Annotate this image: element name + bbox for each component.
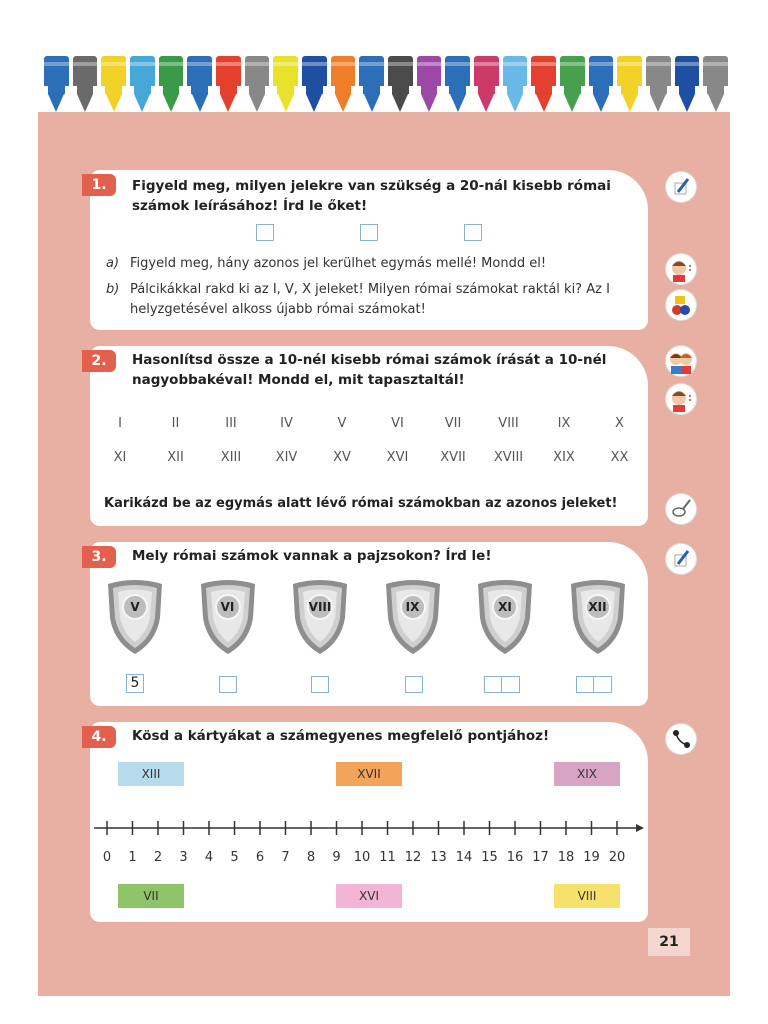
tick-label: 20 bbox=[608, 850, 626, 865]
task-3-card bbox=[90, 542, 648, 706]
tick-label: 11 bbox=[379, 850, 396, 865]
crayon bbox=[386, 56, 415, 114]
task-instruction: Karikázd be az egymás alatt lévő római számokban az azonos jeleket! bbox=[104, 496, 618, 511]
crayon bbox=[644, 56, 673, 114]
shield-numeral: VIII bbox=[308, 600, 332, 614]
roman-numeral[interactable]: XIV bbox=[275, 450, 298, 465]
answer-box[interactable] bbox=[464, 224, 482, 241]
crayon bbox=[128, 56, 157, 114]
speaking-child-icon bbox=[666, 254, 696, 284]
subtask-text: Pálcikákkal rakd ki az I, V, X jeleket! Milyen római számokat raktál ki? Az I helyzgetésével alkoss újabb római számokat! bbox=[130, 282, 610, 317]
shield-icon bbox=[199, 578, 257, 656]
roman-numeral[interactable]: III bbox=[225, 416, 237, 431]
crayon bbox=[357, 56, 386, 114]
tick-label: 12 bbox=[404, 850, 422, 865]
answer-box[interactable] bbox=[256, 224, 274, 241]
shapes-icon bbox=[666, 290, 696, 320]
pencil-icon bbox=[666, 172, 696, 202]
task-title: Mely római számok vannak a pajzsokon? Írd le! bbox=[132, 548, 492, 564]
roman-numeral[interactable]: II bbox=[171, 416, 180, 431]
crayon bbox=[99, 56, 128, 114]
pair-work-icon bbox=[666, 346, 696, 376]
page-number: 21 bbox=[648, 928, 690, 956]
shield bbox=[569, 578, 627, 656]
crayon bbox=[443, 56, 472, 114]
shield-icon bbox=[384, 578, 442, 656]
shield bbox=[291, 578, 349, 656]
tick-label: 17 bbox=[532, 850, 549, 865]
number-card[interactable]: VII bbox=[118, 884, 184, 908]
number-card[interactable]: XVII bbox=[336, 762, 402, 786]
filled-answer-box[interactable]: 5 bbox=[126, 674, 144, 693]
tick-label: 14 bbox=[455, 850, 473, 865]
task-number: 2 . bbox=[82, 350, 116, 372]
crayon bbox=[243, 56, 272, 114]
task-title: Hasonlítsd össze a 10-nél kisebb római számok írását a 10-nél nagyobbakéval! Mondd el, mit tapasztaltál! bbox=[132, 352, 607, 388]
roman-numeral[interactable]: XX bbox=[610, 450, 629, 465]
shield-icon bbox=[569, 578, 627, 656]
tick-label: 19 bbox=[583, 850, 600, 865]
roman-numeral[interactable]: I bbox=[118, 416, 122, 431]
roman-numeral[interactable]: IX bbox=[557, 416, 571, 431]
crayon-banner bbox=[42, 56, 730, 114]
crayon bbox=[415, 56, 444, 114]
answer-box[interactable] bbox=[311, 676, 329, 693]
tick-label: 18 bbox=[557, 850, 575, 865]
task-title: Figyeld meg, milyen jelekre van szükség a 20-nál kisebb római számok leírásához! Írd le őket! bbox=[132, 178, 611, 214]
roman-numeral[interactable]: XII bbox=[167, 450, 184, 465]
answer-box-double[interactable] bbox=[484, 676, 520, 693]
tick-label: 9 bbox=[332, 850, 341, 865]
shield-numeral: V bbox=[130, 600, 140, 614]
roman-numeral[interactable]: V bbox=[337, 416, 347, 431]
number-card[interactable]: XIII bbox=[118, 762, 184, 786]
task-2-card bbox=[90, 346, 648, 526]
tick-label: 7 bbox=[281, 850, 290, 865]
roman-numeral[interactable]: VII bbox=[444, 416, 462, 431]
task-number: 1 . bbox=[82, 174, 116, 196]
crayon bbox=[329, 56, 358, 114]
subtask-b bbox=[106, 280, 636, 320]
connect-dots-icon bbox=[666, 724, 696, 754]
crayon bbox=[71, 56, 100, 114]
crayon bbox=[472, 56, 501, 114]
tick-label: 3 bbox=[179, 850, 188, 865]
roman-numeral[interactable]: XV bbox=[333, 450, 351, 465]
task-number: 4 . bbox=[82, 726, 116, 748]
shield bbox=[384, 578, 442, 656]
number-card[interactable]: VIII bbox=[554, 884, 620, 908]
crayon bbox=[701, 56, 730, 114]
roman-numeral[interactable]: XVIII bbox=[493, 450, 524, 465]
shield bbox=[106, 578, 164, 656]
crayon bbox=[501, 56, 530, 114]
roman-numeral[interactable]: VIII bbox=[498, 416, 519, 431]
shield-numeral: XII bbox=[588, 600, 607, 614]
shield-numeral: XI bbox=[498, 600, 512, 614]
subtask-label: b) bbox=[106, 282, 120, 297]
tick-label: 1 bbox=[128, 850, 137, 865]
crayon bbox=[529, 56, 558, 114]
subtask-a bbox=[106, 254, 626, 274]
crayon bbox=[214, 56, 243, 114]
roman-numeral[interactable]: XIII bbox=[220, 450, 242, 465]
task-1-card bbox=[90, 170, 648, 330]
crayon bbox=[271, 56, 300, 114]
crayon bbox=[587, 56, 616, 114]
number-card[interactable]: XVI bbox=[336, 884, 402, 908]
shield-numeral: IX bbox=[405, 600, 420, 614]
crayon bbox=[42, 56, 71, 114]
answer-box-double[interactable] bbox=[576, 676, 612, 693]
magnifier-icon bbox=[666, 494, 696, 524]
tick-label: 13 bbox=[430, 850, 447, 865]
shield-numeral: VI bbox=[220, 600, 235, 614]
crayon bbox=[615, 56, 644, 114]
task-title: Kösd a kártyákat a számegyenes megfelelő pontjához! bbox=[132, 728, 550, 744]
tick-label: 0 bbox=[102, 850, 112, 865]
roman-numeral[interactable]: XVII bbox=[440, 450, 466, 465]
roman-numeral[interactable]: X bbox=[615, 416, 624, 431]
answer-box[interactable] bbox=[405, 676, 423, 693]
crayon bbox=[157, 56, 186, 114]
roman-numeral[interactable]: IV bbox=[280, 416, 293, 431]
tick-label: 5 bbox=[230, 850, 239, 865]
shield-icon bbox=[291, 578, 349, 656]
tick-label: 6 bbox=[255, 850, 265, 865]
roman-numeral[interactable]: XIX bbox=[553, 450, 575, 465]
tick-label: 16 bbox=[506, 850, 524, 865]
tick-label: 15 bbox=[481, 850, 498, 865]
task-number: 3 . bbox=[82, 546, 116, 568]
crayon bbox=[558, 56, 587, 114]
shield bbox=[199, 578, 257, 656]
subtask-label: a) bbox=[106, 256, 120, 271]
crayon bbox=[185, 56, 214, 114]
shield bbox=[476, 578, 534, 656]
roman-numeral[interactable]: XI bbox=[113, 450, 127, 465]
pencil-icon bbox=[666, 544, 696, 574]
tick-label: 4 bbox=[204, 850, 214, 865]
shield-icon bbox=[106, 578, 164, 656]
number-card[interactable]: XIX bbox=[554, 762, 620, 786]
tick-label: 2 bbox=[153, 850, 163, 865]
shield-icon bbox=[476, 578, 534, 656]
subtask-text: Figyeld meg, hány azonos jel kerülhet egymás mellé! Mondd el! bbox=[130, 256, 547, 271]
crayon bbox=[673, 56, 702, 114]
tick-label: 10 bbox=[353, 850, 371, 865]
roman-numeral[interactable]: XVI bbox=[386, 450, 409, 465]
answer-box[interactable] bbox=[219, 676, 237, 693]
speaking-child-icon bbox=[666, 384, 696, 414]
roman-numeral[interactable]: VI bbox=[391, 416, 404, 431]
answer-box[interactable] bbox=[360, 224, 378, 241]
tick-label: 8 bbox=[306, 850, 316, 865]
crayon bbox=[300, 56, 329, 114]
